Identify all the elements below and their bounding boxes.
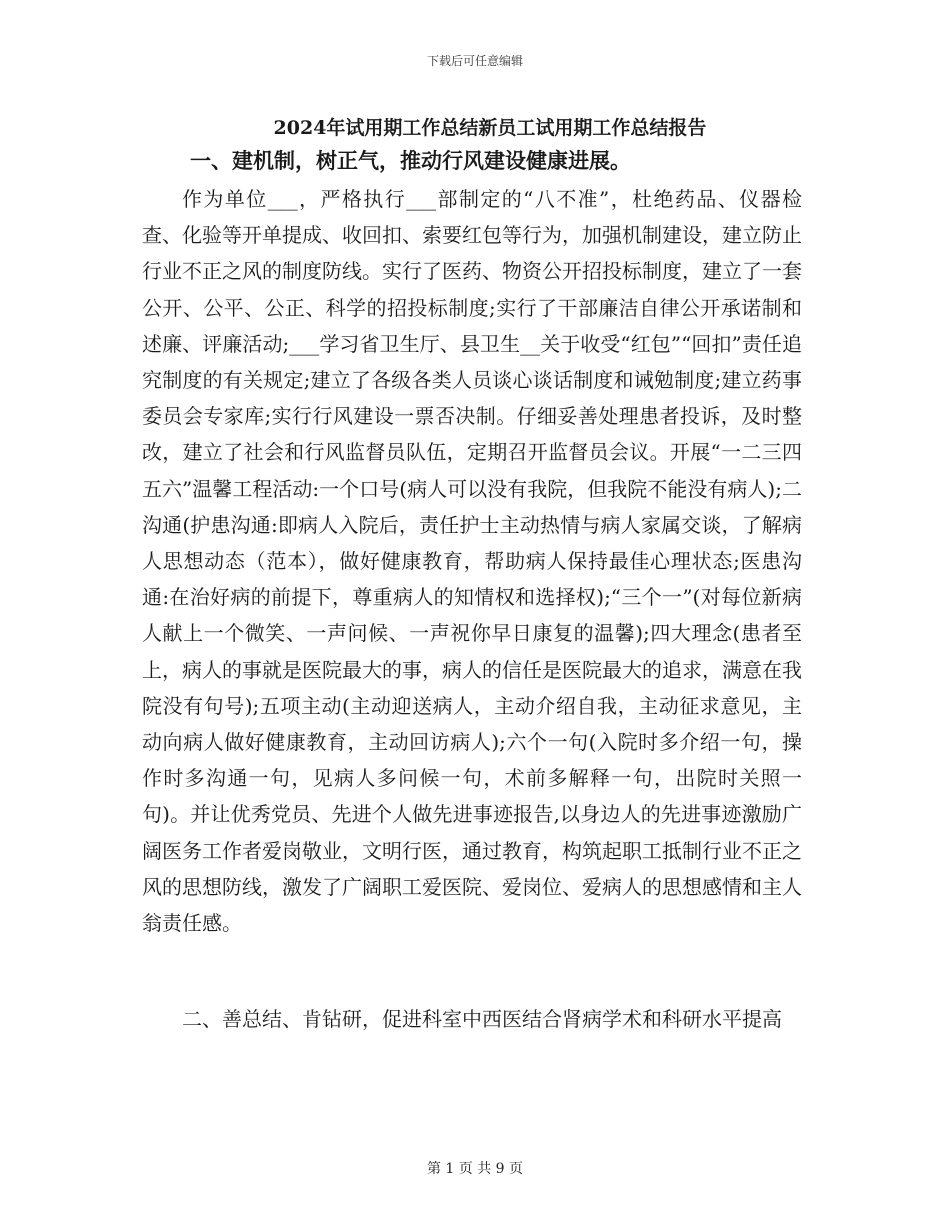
body-paragraph-2: 二、善总结、肯钻研，促进科室中西医结合肾病学术和科研水平提高 <box>182 1007 782 1031</box>
page-number-footer: 第 1 页 共 9 页 <box>426 1161 524 1177</box>
body-paragraph-1: 作为单位___，严格执行___部制定的“八不准”，杜绝药品、仪器检查、化验等开单提成、收回扣、索要红包等行为，加强机制建设，建立防止行业不正之风的制度防线。实行了医药、物资公开招投标制度，建立了一套公开、公平、公正、科学的招投标制度;实行了干部廉洁自律公开承诺制和述廉、评廉活动;___学习省卫生厅、县卫生__关于收受“红包”“回扣”责任追究制度的有关规定;建立了各级各类人员谈心谈话制度和诫勉制度;建立药事委员会专家库;实行行风建设一票否决制。仔细妥善处理患者投诉，及时整改，建立了社会和行风监督员队伍，定期召开监督员会议。开展“一二三四五六”温馨工程活动:一个口号(病人可以没有我院，但我院不能没有病人);二沟通(护患沟通:即病人入院后，责任护士主动热情与病人家属交谈，了解病人思想动态（范本），做好健康教育，帮助病人保持最佳心理状态;医患沟通:在治好病的前提下，尊重病人的知情权和选择权);“三个一”(对每位新病人献上一个微笑、一声问候、一声祝你早日康复的温馨);四大理念(患者至上，病人的事就是医院最大的事，病人的信任是医院最大的追求，满意在我院没有句号);五项主动(主动迎送病人，主动介绍自我，主动征求意见，主动向病人做好健康教育，主动回访病人);六个一句(入院时多介绍一句，操作时多沟通一句，见病人多问候一句，术前多解释一句，出院时关照一句)。并让优秀党员、先进个人做先进事迹报告,以身边人的先进事迹激励广阔医务工作者爱岗敬业，文明行医，通过教育，构筑起职工抵制行业不正之风的思想防线，激发了广阔职工爱医院、爱岗位、爱病人的思想感情和主人翁责任感。 <box>142 187 802 936</box>
document-title: 2024年试用期工作总结新员工试用期工作总结报告 <box>273 117 707 139</box>
page-header-note: 下载后可任意编辑 <box>426 54 523 68</box>
section-heading-1: 一、建机制，树正气，推动行风建设健康进展。 <box>190 148 631 173</box>
